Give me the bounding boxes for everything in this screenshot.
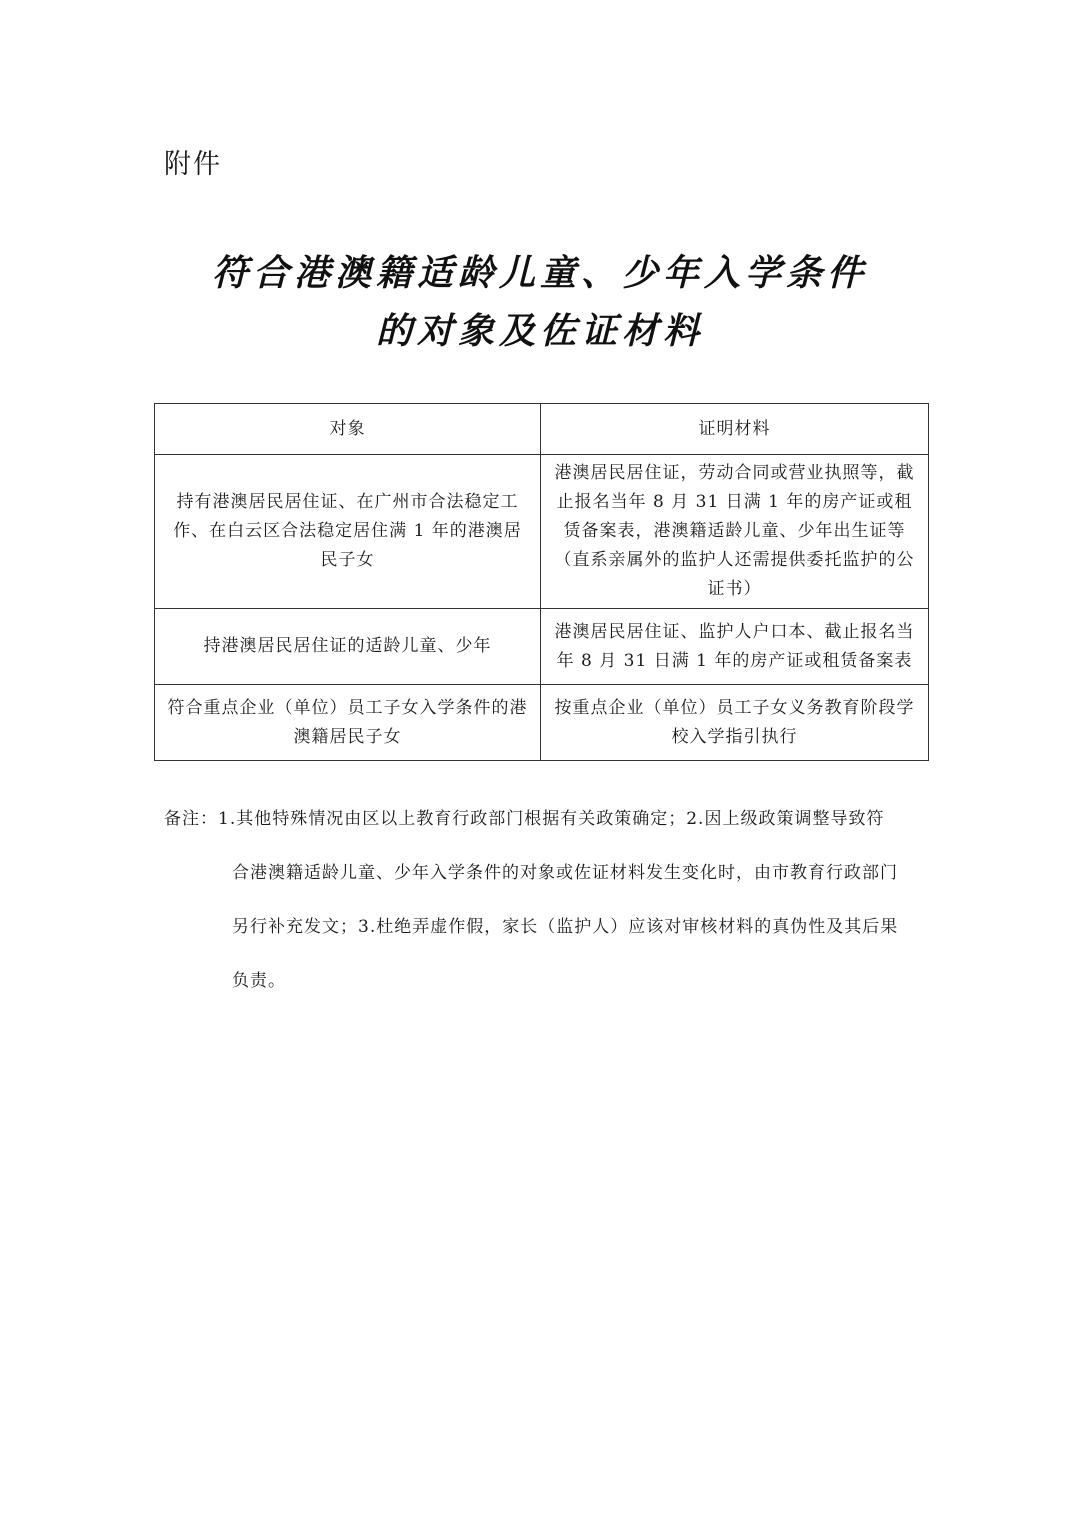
title-line-1: 符合港澳籍适龄儿童、少年入学条件 — [211, 252, 868, 294]
remarks-note — [164, 792, 914, 1008]
column-header-materials: 证明材料 — [541, 404, 929, 455]
cell-target: 符合重点企业（单位）员工子女入学条件的港澳籍居民子女 — [155, 685, 541, 761]
cell-materials: 按重点企业（单位）员工子女义务教育阶段学校入学指引执行 — [541, 685, 929, 761]
document-title — [140, 244, 940, 360]
cell-target: 持有港澳居民居住证、在广州市合法稳定工作、在白云区合法稳定居住满 1 年的港澳居民子女 — [155, 455, 541, 609]
attachment-label: 附件 — [164, 149, 222, 180]
cell-target: 持港澳居民居住证的适龄儿童、少年 — [155, 609, 541, 685]
eligibility-table — [154, 403, 929, 761]
cell-materials: 港澳居民居住证、监护人户口本、截止报名当年 8 月 31 日满 1 年的房产证或租赁备案表 — [541, 609, 929, 685]
table-row — [155, 455, 929, 609]
column-header-target: 对象 — [155, 404, 541, 455]
table-row — [155, 609, 929, 685]
note-first-line: 备注：1.其他特殊情况由区以上教育行政部门根据有关政策确定；2.因上级政策调整导致符 — [164, 809, 885, 829]
table-header-row — [155, 404, 929, 455]
note-continuation: 合港澳籍适龄儿童、少年入学条件的对象或佐证材料发生变化时，由市教育行政部门另行补充发文；3.杜绝弄虚作假，家长（监护人）应该对审核材料的真伪性及其后果负责。 — [232, 863, 899, 991]
cell-materials: 港澳居民居住证，劳动合同或营业执照等，截止报名当年 8 月 31 日满 1 年的房产证或租赁备案表，港澳籍适龄儿童、少年出生证等（直系亲属外的监护人还需提供委托监护的公证书） — [541, 455, 929, 609]
table-row — [155, 685, 929, 761]
title-line-2: 的对象及佐证材料 — [375, 310, 704, 352]
